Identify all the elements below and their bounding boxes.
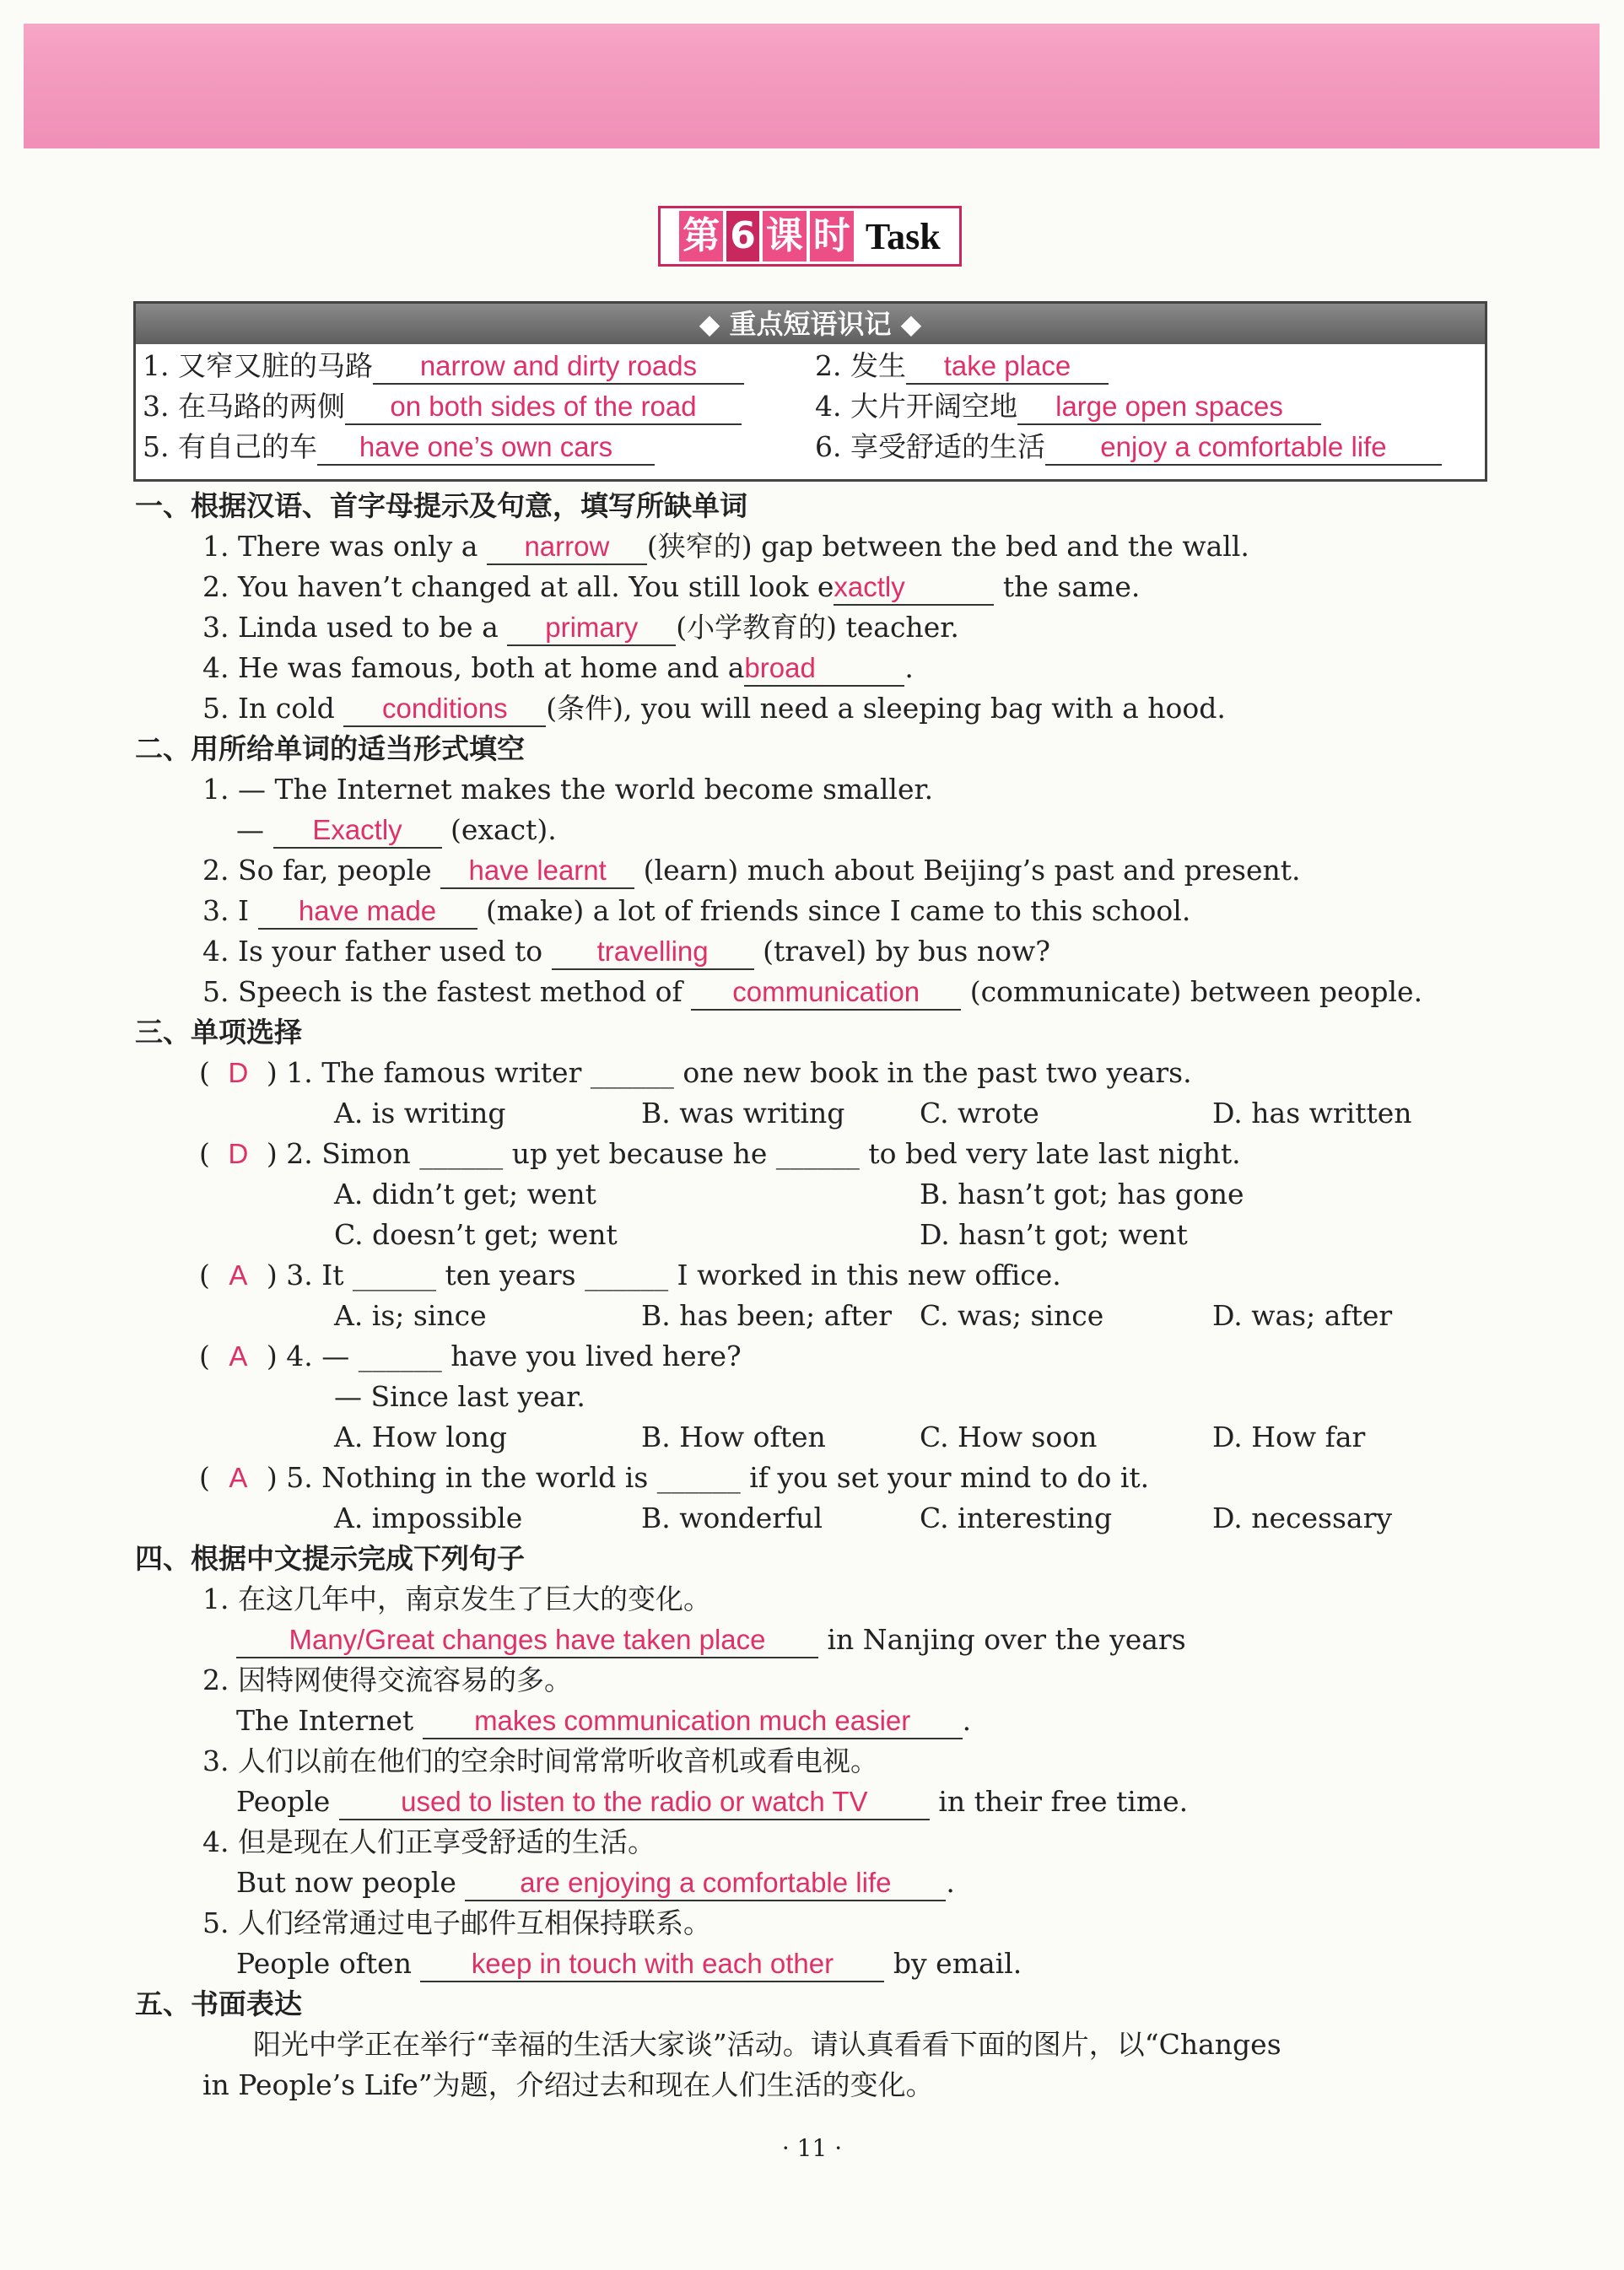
- mc-answer: A: [229, 1340, 248, 1372]
- option: B. How often: [641, 1421, 826, 1453]
- option: D. was; after: [1212, 1299, 1393, 1332]
- s4-sentence: The Internet makes communication much easier .: [236, 1701, 971, 1741]
- option: B. wonderful: [641, 1502, 823, 1534]
- phrase-answer: narrow and dirty roads: [373, 349, 744, 385]
- phrase-row: [815, 346, 1109, 386]
- option: C. wrote: [920, 1097, 1039, 1130]
- s2-item: 1. — The Internet makes the world become smaller.: [202, 773, 934, 806]
- s1-item: 4. He was famous, both at home and abroad .: [202, 648, 914, 688]
- s4-prompt-cn: 3. 人们以前在他们的空余时间常常听收音机或看电视。: [202, 1744, 878, 1777]
- s4-prompt-cn: 1. 在这几年中，南京发生了巨大的变化。: [202, 1583, 711, 1615]
- option: C. interesting: [920, 1502, 1113, 1534]
- option: B. hasn’t got; has gone: [920, 1178, 1244, 1210]
- s1-item: 5. In cold conditions (条件), you will need a sleeping bag with a hood.: [202, 688, 1226, 729]
- section-2-heading: 二、用所给单词的适当形式填空: [135, 732, 525, 765]
- answer-blank: communication: [691, 975, 961, 1011]
- s2-item: — Exactly (exact).: [236, 810, 557, 850]
- title-topic: Task: [865, 215, 941, 257]
- option: C. doesn’t get; went: [334, 1218, 618, 1251]
- section-4-heading: 四、根据中文提示完成下列句子: [135, 1542, 525, 1575]
- section-1-heading: 一、根据汉语、首字母提示及句意，填写所缺单词: [135, 489, 747, 522]
- option: A. is writing: [334, 1097, 506, 1130]
- answer-blank: travelling: [552, 935, 754, 970]
- title-char-3: 时: [810, 211, 854, 262]
- writing-prompt-line-2: in People’s Life”为题，介绍过去和现在人们生活的变化。: [202, 2068, 934, 2101]
- phrase-answer: take place: [906, 349, 1109, 385]
- option: A. How long: [334, 1421, 507, 1453]
- mc-question-2: ( D ) 2. Simon ______ up yet because he ______ to bed very late last night.: [199, 1134, 1241, 1174]
- answer-blank: xactly: [834, 570, 994, 606]
- option: D. How far: [1212, 1421, 1366, 1453]
- option: A. impossible: [334, 1502, 523, 1534]
- key-phrases-heading: ◆ 重点短语识记 ◆: [136, 304, 1485, 344]
- s2-item: 3. I have made (make) a lot of friends since I came to this school.: [202, 891, 1190, 931]
- mc-question-4: ( A ) 4. — ______ have you lived here?: [199, 1336, 742, 1377]
- mc-question-4-reply: — Since last year.: [334, 1380, 585, 1413]
- section-3-heading: 三、单项选择: [135, 1016, 302, 1049]
- mc-answer: D: [228, 1138, 249, 1169]
- phrase-row: [815, 427, 1442, 467]
- phrase-cn: 1. 又窄又脏的马路: [143, 349, 373, 382]
- answer-blank: Exactly: [273, 813, 442, 849]
- phrase-cn: 6. 享受舒适的生活: [815, 430, 1045, 463]
- answer-blank: have learnt: [440, 854, 634, 889]
- page-number: · 11 ·: [781, 2134, 843, 2162]
- phrase-answer: large open spaces: [1017, 390, 1321, 425]
- phrase-row: [815, 386, 1321, 427]
- s1-item: 1. There was only a narrow (狭窄的) gap between the bed and the wall.: [202, 526, 1249, 567]
- phrase-answer: have one’s own cars: [317, 430, 655, 466]
- phrase-cn: 3. 在马路的两侧: [143, 390, 345, 423]
- lesson-title: [658, 206, 962, 267]
- phrase-cn: 5. 有自己的车: [143, 430, 317, 463]
- writing-prompt-line-1: 阳光中学正在举行“幸福的生活大家谈”活动。请认真看看下面的图片，以“Changes: [253, 2028, 1281, 2061]
- answer-blank: makes communication much easier: [423, 1704, 963, 1739]
- phrase-cn: 4. 大片开阔空地: [815, 390, 1017, 423]
- phrase-row: [143, 386, 742, 427]
- s2-item: 4. Is your father used to travelling (travel) by bus now?: [202, 931, 1050, 972]
- s2-item: 5. Speech is the fastest method of communication (communicate) between people.: [202, 972, 1422, 1012]
- option: C. was; since: [920, 1299, 1104, 1332]
- s4-sentence: But now people are enjoying a comfortable life .: [236, 1863, 955, 1903]
- top-banner: [24, 24, 1600, 148]
- mc-answer: D: [228, 1057, 249, 1088]
- option: B. has been; after: [641, 1299, 893, 1332]
- answer-blank: are enjoying a comfortable life: [465, 1866, 946, 1901]
- title-char-1: 第: [679, 211, 723, 262]
- mc-question-3: ( A ) 3. It ______ ten years ______ I worked in this new office.: [199, 1255, 1061, 1296]
- answer-blank: have made: [258, 894, 477, 930]
- answer-blank: broad: [744, 651, 904, 687]
- s1-item: 2. You haven’t changed at all. You still look exactly the same.: [202, 567, 1140, 607]
- mc-answer: A: [229, 1462, 248, 1493]
- phrase-row: [143, 427, 655, 467]
- answer-blank: keep in touch with each other: [420, 1947, 884, 1982]
- section-5-heading: 五、书面表达: [135, 1987, 302, 2020]
- s4-prompt-cn: 5. 人们经常通过电子邮件互相保持联系。: [202, 1906, 711, 1939]
- option: B. was writing: [641, 1097, 845, 1130]
- answer-blank: used to listen to the radio or watch TV: [339, 1785, 930, 1820]
- option: C. How soon: [920, 1421, 1098, 1453]
- mc-question-5: ( A ) 5. Nothing in the world is ______ if you set your mind to do it.: [199, 1458, 1149, 1498]
- answer-blank: conditions: [343, 692, 546, 727]
- phrase-answer: enjoy a comfortable life: [1045, 430, 1442, 466]
- s4-prompt-cn: 2. 因特网使得交流容易的多。: [202, 1663, 572, 1696]
- s2-item: 2. So far, people have learnt (learn) much about Beijing’s past and present.: [202, 850, 1300, 891]
- phrase-answer: on both sides of the road: [345, 390, 742, 425]
- s4-sentence: Many/Great changes have taken place in Nanjing over the years: [236, 1620, 1186, 1660]
- s4-prompt-cn: 4. 但是现在人们正享受舒适的生活。: [202, 1825, 656, 1858]
- option: A. didn’t get; went: [334, 1178, 596, 1210]
- mc-answer: A: [229, 1259, 248, 1291]
- title-lesson-number: 6: [726, 211, 759, 262]
- option: A. is; since: [334, 1299, 487, 1332]
- mc-question-1: ( D ) 1. The famous writer ______ one new book in the past two years.: [199, 1053, 1192, 1093]
- title-char-2: 课: [763, 211, 807, 262]
- s1-item: 3. Linda used to be a primary (小学教育的) teacher.: [202, 607, 959, 648]
- answer-blank: primary: [507, 611, 676, 646]
- option: D. necessary: [1212, 1502, 1393, 1534]
- option: D. hasn’t got; went: [920, 1218, 1188, 1251]
- option: D. has written: [1212, 1097, 1412, 1130]
- phrase-cn: 2. 发生: [815, 349, 906, 382]
- s4-sentence: People often keep in touch with each other by email.: [236, 1944, 1022, 1984]
- phrase-row: [143, 346, 744, 386]
- key-phrases-box: [133, 301, 1487, 482]
- answer-blank: narrow: [487, 530, 647, 565]
- s4-sentence: People used to listen to the radio or watch TV in their free time.: [236, 1782, 1188, 1822]
- answer-blank: Many/Great changes have taken place: [236, 1623, 818, 1658]
